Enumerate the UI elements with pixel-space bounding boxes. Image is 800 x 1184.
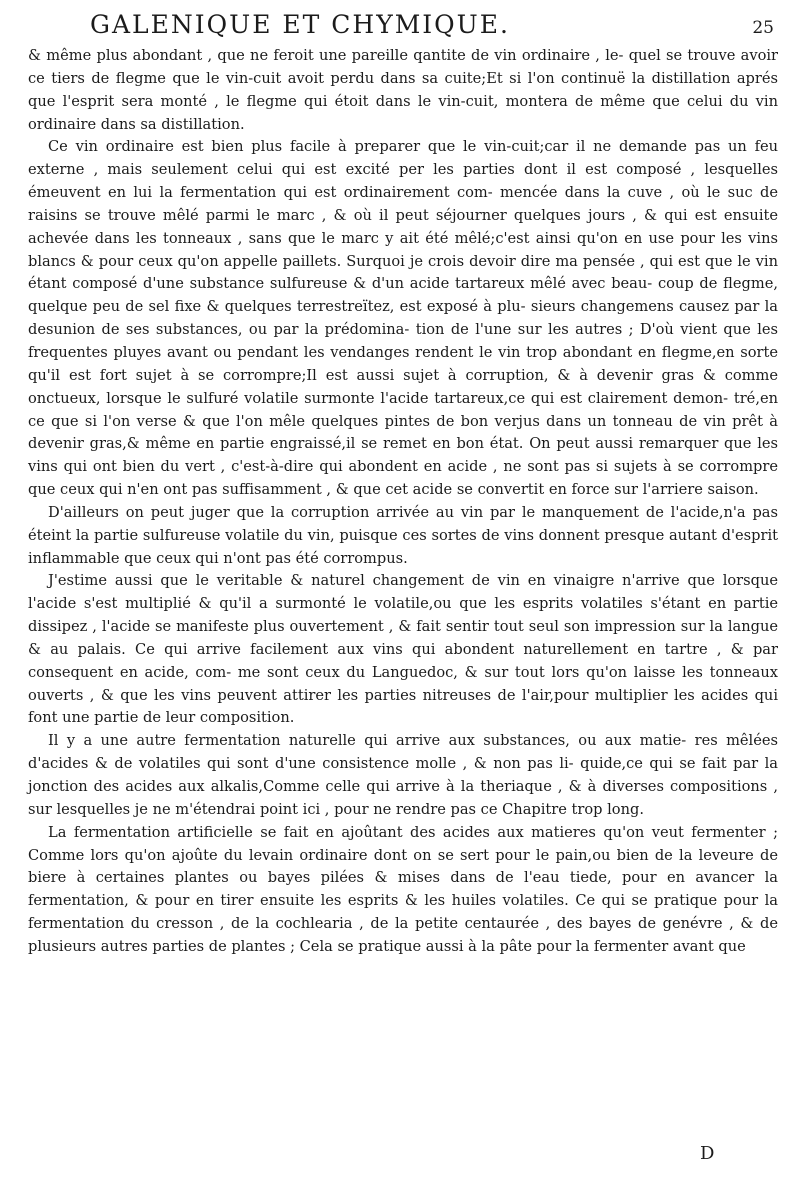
- paragraph: & même plus abondant , que ne feroit une pareille qantite de vin ordinaire , le- quel se trouve avoir ce tiers de flegme que le vin-cuit avoit perdu dans sa cuite;Et si l'on continuë la distillation aprés que l'esprit sera monté , le flegme qui étoit dans le vin-cuit, montera de même que celui du vin ordinaire dans sa distillation.: [28, 47, 778, 133]
- running-title: GALENIQUE ET CHYMIQUE.: [90, 10, 510, 39]
- page-number: 25: [752, 18, 774, 38]
- paragraph: J'estime aussi que le veritable & naturel changement de vin en vinaigre n'arrive que lorsque l'acide s'est multiplié & qu'il a surmonté le volatile,ou que les esprits volatiles s'étant en partie dissipez , l'acide se manifeste plus ouvertement , & fait sentir tout seul son impression sur la langue & au palais. Ce qui arrive facilement aux vins qui abondent naturellement en tartre , & par consequent en acide, com- me sont ceux du Languedoc, & sur tout lors qu'on laisse les tonneaux ouverts , & que les vins peuvent attirer les parties nitreuses de l'air,pour multiplier les acides qui font une partie de leur composition.: [28, 572, 778, 727]
- paragraph: Ce vin ordinaire est bien plus facile à preparer que le vin-cuit;car il ne demande pas un feu externe , mais seulement celui qui est excité per les parties dont il est composé , lesquelles émeuvent en lui la fermentation qui est ordinairement com- mencée dans la cuve , où le suc de raisins se trouve mêlé parmi le marc , & où il peut séjourner quelques jours , & qui est ensuite achevée dans les tonneaux , sans que le marc y ait été mêlé;c'est ainsi qu'on en use pour les vins blancs & pour ceux qu'on appelle paillets. Surquoi je crois devoir dire ma pensée , qui est que le vin étant composé d'une substance sulfureuse & d'un acide tartareux mêlé avec beau- coup de flegme, quelque peu de sel fixe & quelques terrestreïtez, est exposé à plu- sieurs changemens causez par la desunion de ses substances, ou par la prédomina- tion de l'une sur les autres ; D'où vient que les frequentes pluyes avant ou pendant les vendanges rendent le vin trop abondant en flegme,en sorte qu'il est fort sujet à se corrompre;Il est aussi sujet à corruption, & à devenir gras & comme onctueux, lorsque le sulfuré volatile surmonte l'acide tartareux,ce qui est clairement demon- tré,en ce que si l'on verse & que l'on mêle quelques pintes de bon verjus dans un tonneau de vin prêt à devenir gras,& même en partie engraissé,il se remet en bon état. On peut aussi remarquer que les vins qui ont bien du vert , c'est-à-dire qui abondent en acide , ne sont pas si sujets à se corrompre que ceux qui n'en ont pas suffisamment , & que cet acide se convertit en force sur l'arriere saison.: [28, 138, 778, 499]
- paragraph: Il y a une autre fermentation naturelle qui arrive aux substances, ou aux matie- res mêlées d'acides & de volatiles qui sont d'une consistence molle , & non pas li- quide,ce qui se fait par la jonction des acides aux alkalis,Comme celle qui arrive à la theriaque , & à diverses compositions , sur lesquelles je ne m'étendrai point ici , pour ne rendre pas ce Chapitre trop long.: [28, 732, 778, 818]
- paragraph: D'ailleurs on peut juger que la corruption arrivée au vin par le manquement de l'acide,n'a pas éteint la partie sulfureuse volatile du vin, puisque ces sortes de vins donnent presque autant d'esprit inflammable que ceux qui n'ont pas été corrompus.: [28, 503, 778, 567]
- body-text: [28, 45, 778, 959]
- signature-mark: D: [700, 1143, 715, 1164]
- paragraph: La fermentation artificielle se fait en ajoûtant des acides aux matieres qu'on veut fermenter ; Comme lors qu'on ajoûte du levain ordinaire dont on se sert pour le pain,ou bien de la leveure de biere à certaines plantes ou bayes pilées & mises dans de l'eau tiede, pour en avancer la fermentation, & pour en tirer ensuite les esprits & les huiles volatiles. Ce qui se pratique pour la fermentation du cresson , de la cochlearia , de la petite centaurée , des bayes de genévre , & de plusieurs autres parties de plantes ; Cela se pratique aussi à la pâte pour la fermenter avant que: [28, 823, 778, 955]
- running-head: [0, 10, 800, 44]
